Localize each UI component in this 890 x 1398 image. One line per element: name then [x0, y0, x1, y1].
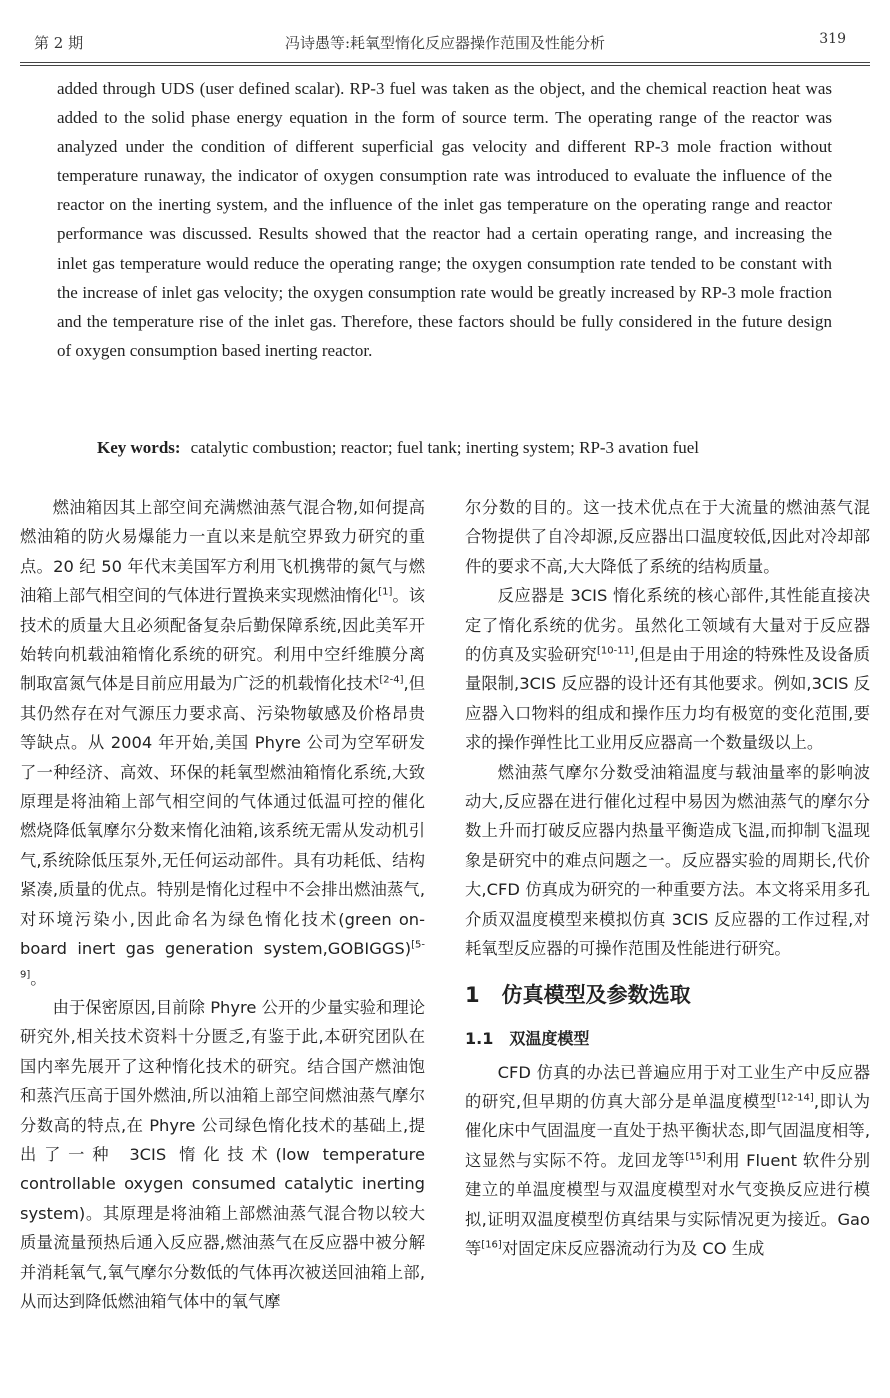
- text-run: 反应器是 3CIS 惰化系统的核心部件,其性能直接决定了惰化系统的优劣。虽然化工领域有大量对于反应器的仿真及实验研究: [465, 586, 870, 665]
- text-run: 燃油箱因其上部空间充满燃油蒸气混合物,如何提高燃油箱的防火易爆能力一直以来是航空界致力研究的重点。20 纪 50 年代末美国军方利用飞机携带的氮气与燃油箱上部气相空间的气体进行置换来实现燃油惰化: [20, 498, 425, 606]
- abstract-block: [57, 74, 832, 365]
- text-run: ,即认为催化床中气固温度一直处于热平衡状态,即气固温度相等,这显然与实际不符。龙回龙等: [465, 1091, 870, 1170]
- running-title: 冯诗愚等:耗氧型惰化反应器操作范围及性能分析: [284, 34, 606, 52]
- left-column: [20, 493, 425, 1316]
- right-column: [465, 493, 870, 1263]
- text-run: ,但其仍然存在对气源压力要求高、污染物敏感及价格昂贵等缺点。从 2004 年开始,美国 Phyre 公司为空军研发了一种经济、高效、环保的耗氧型燃油箱惰化系统,大致原理是将油箱上部气相空间的气体通过低温可控的催化燃烧降低氧摩尔分数来惰化油箱,该系统无需从发动机引气,系统除低压泵外,无任何运动部件。具有功耗低、结构紧凑,质量的优点。特别是惰化过程中不会排出燃油蒸气,对环境污染小,因此命名为绿色惰化技术(green on-board inert gas generation system,GOBIGGS): [20, 674, 425, 959]
- paragraph: [465, 1058, 870, 1264]
- keywords-line: [97, 435, 857, 461]
- paragraph: 尔分数的目的。这一技术优点在于大流量的燃油蒸气混合物提供了自冷却源,反应器出口温度较低,因此对冷却部件的要求不高,大大降低了系统的结构质量。: [465, 498, 870, 576]
- citation: [12-14]: [776, 1092, 814, 1104]
- text-run: 。该技术的质量大且必须配备复杂后勤保障系统,因此美军开始转向机载油箱惰化系统的研究。利用中空纤维膜分离制取富氮气体是目前应用最为广泛的机载惰化技术: [20, 586, 425, 694]
- keywords-label: Key words:: [97, 438, 181, 457]
- text-run: ,但是由于用途的特殊性及设备质量限制,3CIS 反应器的设计还有其他要求。例如,3CIS 反应器入口物料的组成和操作压力均有极宽的变化范围,要求的操作弹性比工业用反应器高一个数量级以上。: [465, 645, 870, 753]
- citation: [16]: [481, 1239, 502, 1251]
- paragraph: 燃油蒸气摩尔分数受油箱温度与载油量率的影响波动大,反应器在进行催化过程中易因为燃油蒸气的摩尔分数上升而打破反应器内热量平衡造成飞温,而抑制飞温现象是研究中的难点问题之一。反应器实验的周期长,代价大,CFD 仿真成为研究的一种重要方法。本文将采用多孔介质双温度模型来模拟仿真 3CIS 反应器的工作过程,对耗氧型反应器的可操作范围及性能进行研究。: [465, 762, 870, 959]
- citation: [15]: [685, 1151, 706, 1163]
- issue-number: 第 2 期: [34, 34, 84, 52]
- page-number: 319: [819, 31, 846, 47]
- text-run: 。: [30, 968, 47, 988]
- paragraph: [465, 581, 870, 757]
- text-run: 对固定床反应器流动行为及 CO 生成: [501, 1238, 765, 1258]
- paragraph: 由于保密原因,目前除 Phyre 公开的少量实验和理论研究外,相关技术资料十分匮乏,有鉴于此,本研究团队在国内率先展开了这种惰化技术的研究。结合国产燃油饱和蒸汽压高于国外燃油,所以油箱上部空间燃油蒸气摩尔分数高的特点,在 Phyre 公司绿色惰化技术的基础上,提出了一种 3CIS 惰化技术(low temperature controllable oxygen consumed catalytic inerting system)。其原理是将油箱上部燃油蒸气混合物以较大质量流量预热后通入反应器,燃油蒸气在反应器中被分解并消耗氧气,氧气摩尔分数低的气体再次被送回油箱上部,从而达到降低燃油箱气体中的氧气摩: [20, 997, 425, 1311]
- citation: [1]: [378, 586, 393, 598]
- citation: [10-11]: [596, 645, 634, 657]
- citation: [2-4]: [379, 675, 404, 687]
- running-header: [20, 28, 870, 58]
- paragraph: [20, 493, 425, 993]
- citation: [5-9]: [20, 939, 425, 981]
- text-run: CFD 仿真的办法已普遍应用于对工业生产中反应器的研究,但早期的仿真大部分是单温度模型: [465, 1062, 870, 1111]
- section-number: 1: [465, 982, 480, 1007]
- section-title: 仿真模型及参数选取: [501, 982, 691, 1007]
- text-run: 利用 Fluent 软件分别建立的单温度模型与双温度模型对水气变换反应进行模拟,证明双温度模型仿真结果与实际情况更为接近。Gao 等: [465, 1150, 870, 1258]
- section-heading: [465, 980, 870, 1010]
- abstract-text: added through UDS (user defined scalar). RP-3 fuel was taken as the object, and the chemical reaction heat was added to the solid phase energy equation in the form of source term. The operating range of the reactor was analyzed under the condition of different superficial gas velocity and different RP-3 mole fraction without temperature runaway, the indicator of oxygen consumption rate was introduced to evaluate the influence of the reactor on the inerting system, and the influence of the inlet gas temperature on the operating range and reactor performance was discussed. Results showed that the reactor had a certain operating range, and increasing the inlet gas temperature would reduce the operating range; the oxygen consumption rate tended to be constant with the increase of inlet gas velocity; the oxygen consumption rate would be greatly increased by RP-3 mole fraction and the temperature rise of the inlet gas. Therefore, these factors should be fully considered in the future design of oxygen consumption based inerting reactor.: [57, 79, 832, 360]
- subsection-number: 1.1: [465, 1028, 494, 1048]
- keywords-text: catalytic combustion; reactor; fuel tank; inerting system; RP-3 avation fuel: [190, 438, 700, 457]
- subsection-heading: [465, 1024, 870, 1054]
- header-rule: [20, 62, 870, 66]
- subsection-title: 双温度模型: [509, 1028, 590, 1048]
